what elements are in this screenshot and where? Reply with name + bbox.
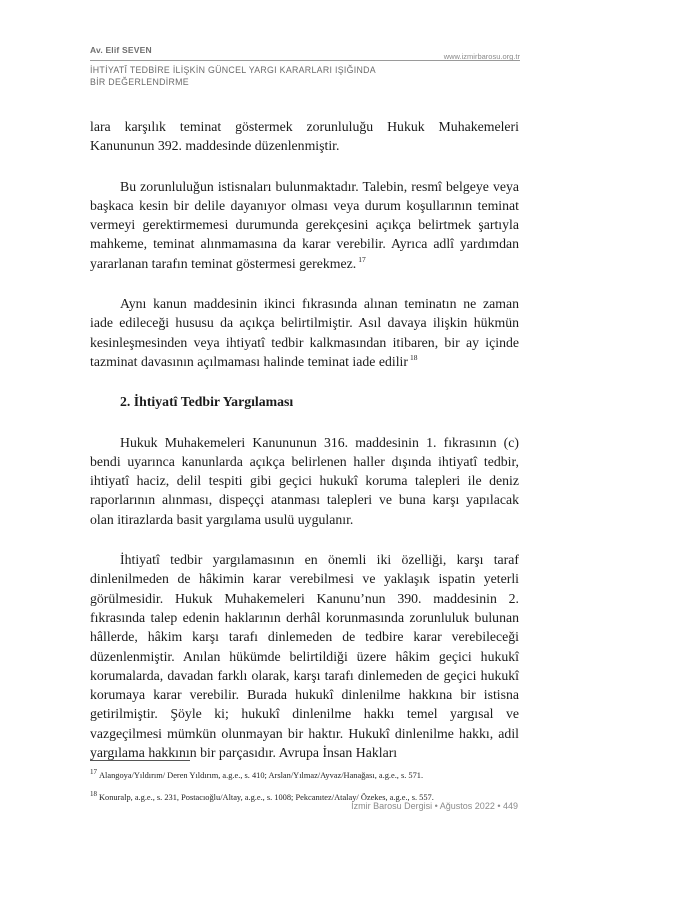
footnote xyxy=(90,766,520,782)
footnote-divider xyxy=(90,760,190,761)
paragraph: İhtiyatî tedbir yargılamasının en önemli iki özelliği, karşı taraf dinlenilmeden de hâkimin karar verebilmesi ve yaklaşık ispatin yeterli görülmesidir. Hukuk Muhakemeleri Kanunu’nun 390. maddesinin 2. fıkrasında talep edenin haklarının derhâl korunmasında zorunluluk bulunan hâllerde, hâkim karşı tarafı dinlemeden de tedbire karar verebileceği düzenlenmiştir. Anılan hükümde belirtildiği üzere hâkim geçici hukukî korumalarda, davadan farklı olarak, karşı tarafı dinlemeden de geçici hukukî korumaya karar verebilir. Burada hukukî dinlenilme hakkına bir istisna getirilmiştir. Şöyle ki; hukukî dinlenilme hakkı temel yargısal ve vazgeçilmesi mümkün olunmayan bir haktır. Hukukî dinlenilme hakkı, adil yargılama hakkının bir parçasıdır. Avrupa İnsan Hakları xyxy=(90,552,519,761)
running-header xyxy=(90,45,530,95)
article-title xyxy=(90,64,376,88)
author-name: Av. Elif SEVEN xyxy=(90,45,152,55)
paragraph: lara karşılık teminat göstermek zorunluluğu Hukuk Muhakemeleri Kanununun 392. maddesinde düzenlenmiştir. xyxy=(90,119,519,154)
paragraph xyxy=(90,177,519,273)
website-url[interactable]: www.izmirbarosu.org.tr xyxy=(443,52,520,61)
paragraph: Hukuk Muhakemeleri Kanununun 316. maddesinin 1. fıkrasının (c) bendi uyarınca kanunlarda açıkça belirlenen haller dışında ihtiyatî tedbir, ihtiyatî haciz, delil tespiti gibi geçici hukukî koruma talepleri ile deniz raporlarının alınması, dispeççi atanması talepleri ve buna karşı yapılacak olan itirazlarda basit yargılama usulü uygulanır. xyxy=(90,434,519,527)
article-title-line-1: İHTİYATÎ TEDBİRE İLİŞKİN GÜNCEL YARGI KARARLARI IŞIĞINDA xyxy=(90,65,376,75)
footnote-reference[interactable]: 18 xyxy=(409,353,418,363)
footnote-text: Alangoya/Yıldırım/ Deren Yıldırım, a.g.e., s. 410; Arslan/Yılmaz/Ayvaz/Hanağası, a.g.e., s. 571. xyxy=(99,770,424,780)
article-title-line-2: BİR DEĞERLENDİRME xyxy=(90,77,189,87)
paragraph xyxy=(90,294,519,371)
footnote-reference[interactable]: 17 xyxy=(358,255,366,265)
body-text xyxy=(90,117,519,762)
paragraph-text: Aynı kanun maddesinin ikinci fıkrasında alınan teminatın ne zaman iade edileceği hususu da açıkça belirtilmiştir. Asıl davaya ilişkin hükmün kesinleşmesinden veya ihtiyatî tedbir kalkmasından itibaren, bir ay içinde tazminat davasının açılmaması halinde teminat iade edilir xyxy=(90,296,519,369)
footnote-number: 18 xyxy=(90,790,97,799)
section-heading: 2. İhtiyatî Tedbir Yargılaması xyxy=(120,394,294,410)
page-footer: İzmir Barosu Dergisi • Ağustos 2022 • 449 xyxy=(351,801,518,811)
footnote-number: 17 xyxy=(90,768,97,776)
footnote-text: Konuralp, a.g.e., s. 231, Postacıoğlu/Altay, a.g.e., s. 1008; Pekcanıtez/Atalay/ Özekes, a.g.e., s. 557. xyxy=(99,793,434,803)
paragraph-text: Bu zorunluluğun istisnaları bulunmaktadır. Talebin, resmî belgeye veya başkaca kesin bir delile dayanıyor olması veya durum koşullarının teminat vermeyi gerektirmemesi durumunda gerekçesini açıkça belirtmek şartıyla mahkeme, teminat alınmamasına da karar verebilir. Ayrıca adlî yardımdan yararlanan tarafın teminat göstermesi gerekmez. xyxy=(90,178,519,271)
header-divider xyxy=(90,60,520,61)
